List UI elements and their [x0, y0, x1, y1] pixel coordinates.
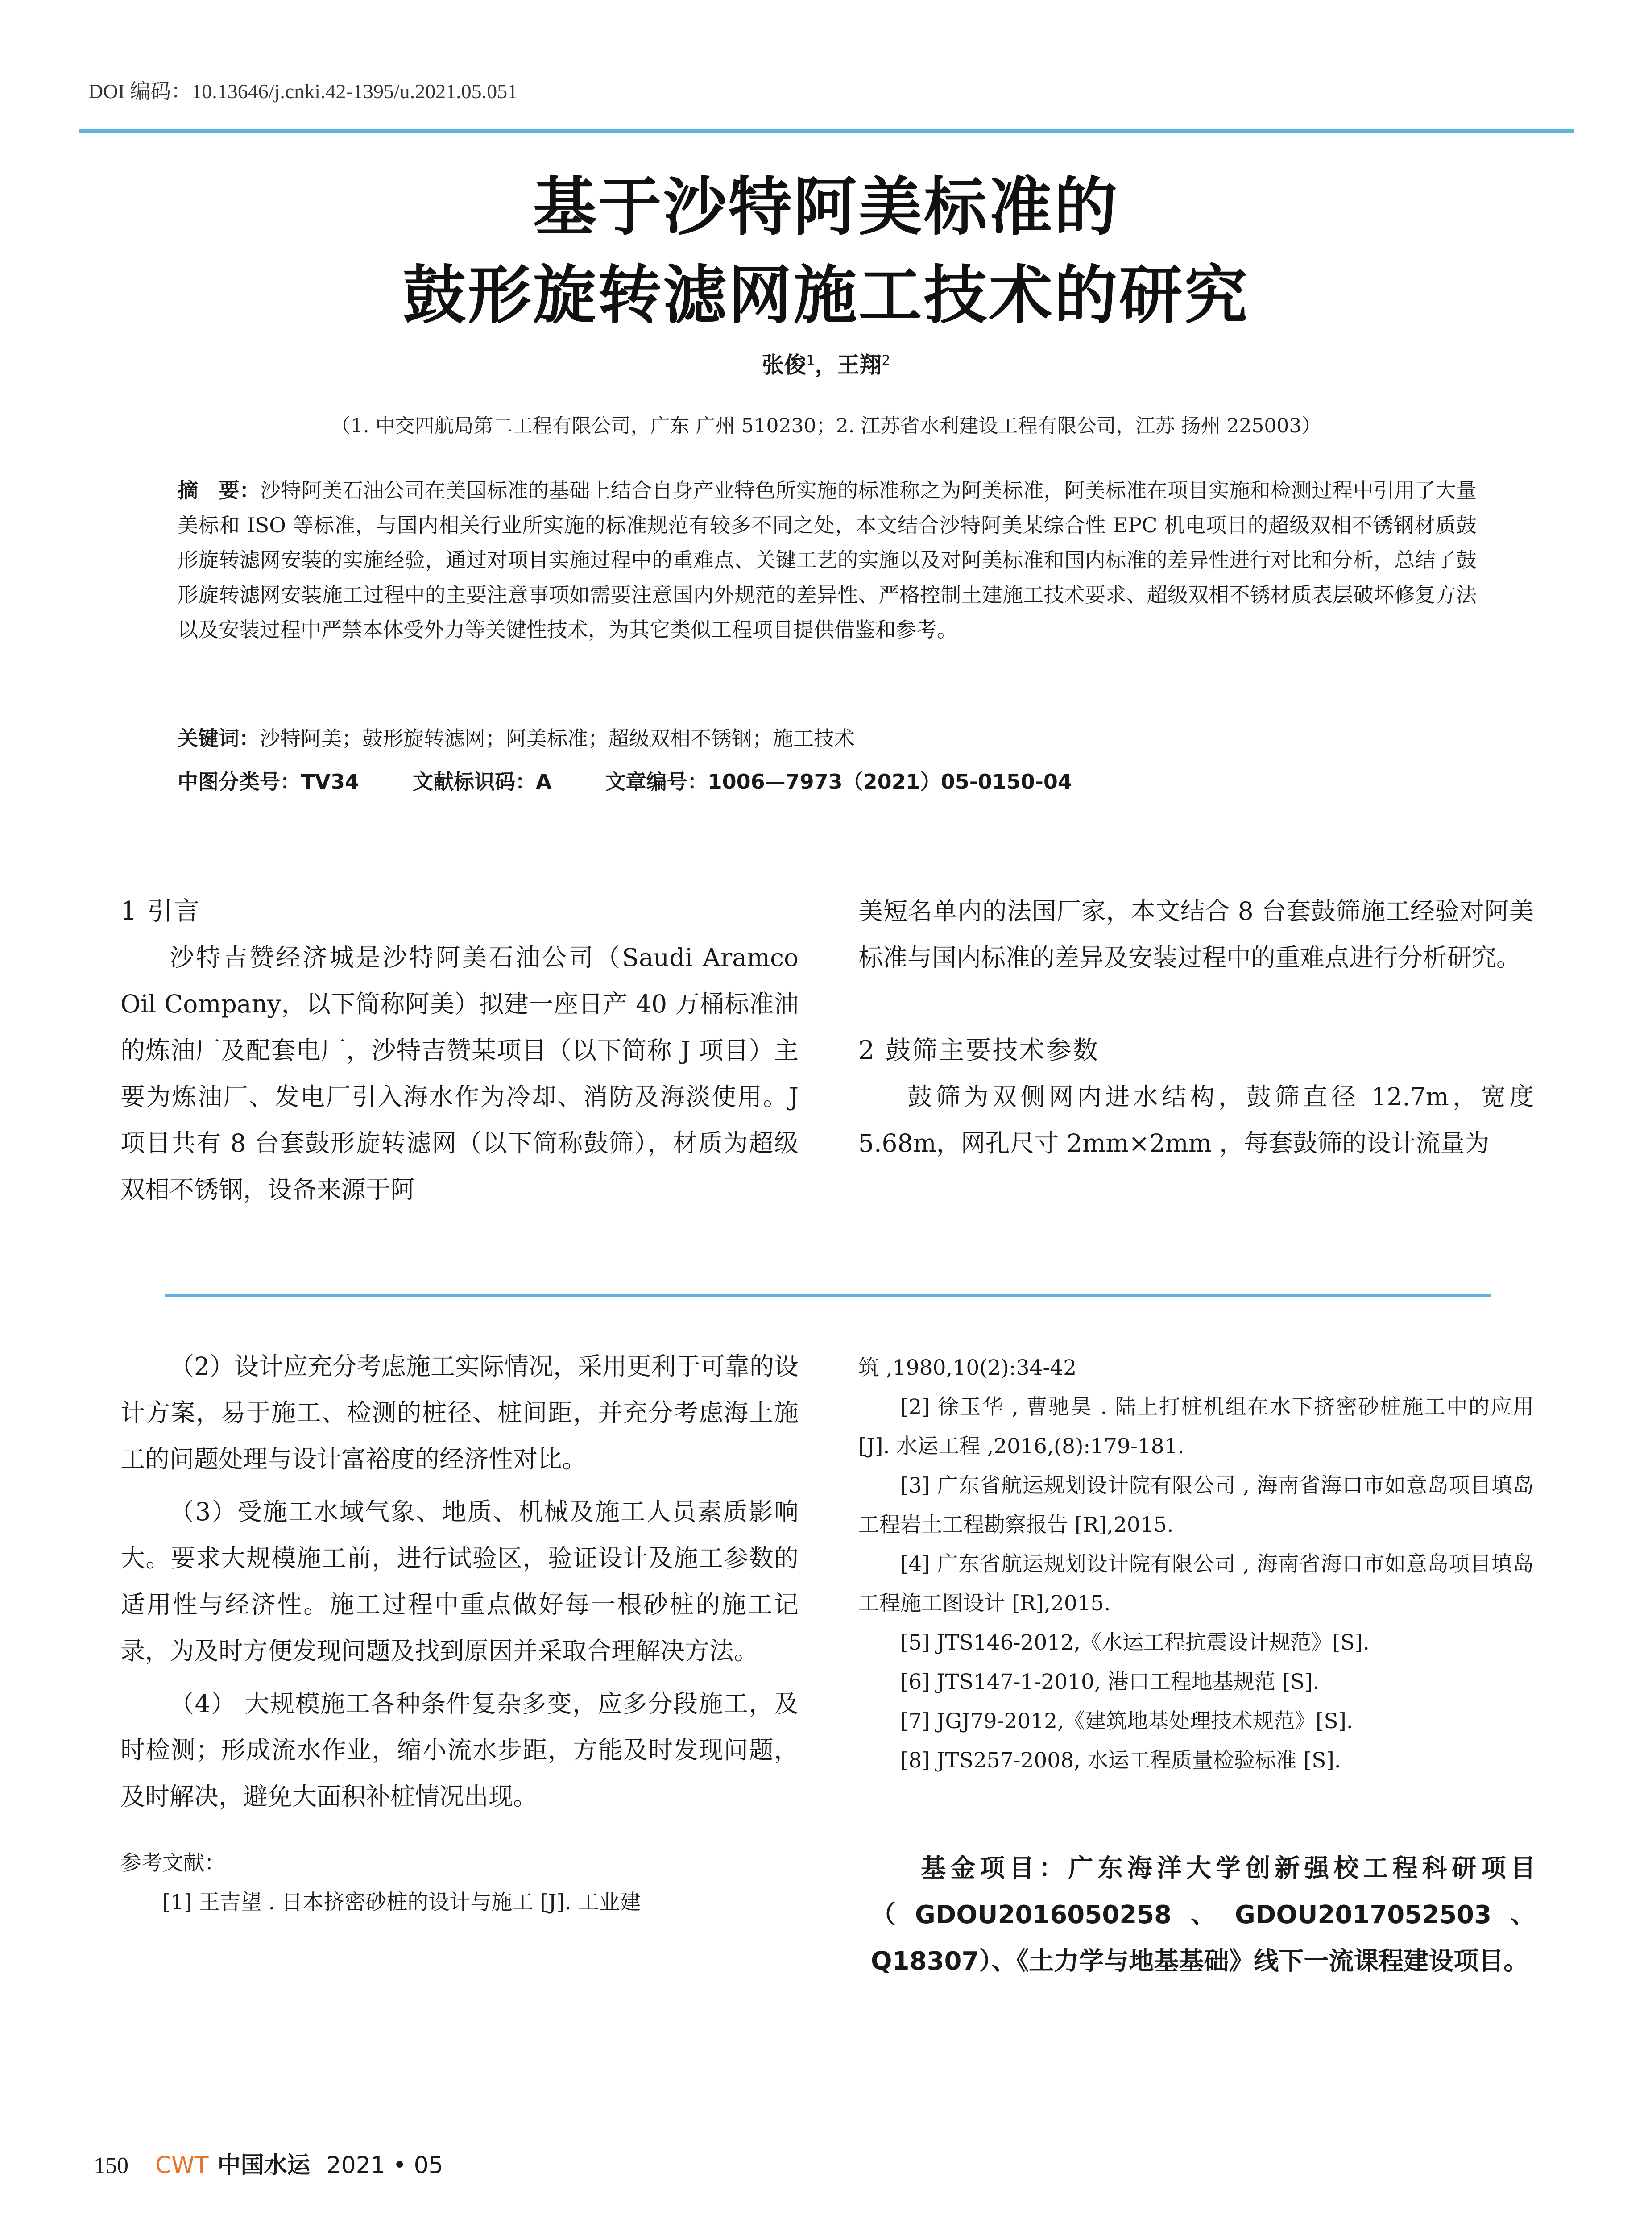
- middle-rule: [165, 1294, 1491, 1297]
- affiliation: （1. 中交四航局第二工程有限公司，广东 广州 510230；2. 江苏省水利建设工程有限公司，江苏 扬州 225003）: [331, 415, 1321, 437]
- journal-issue: 2021 • 05: [326, 2152, 443, 2179]
- author-2: 王翔: [837, 352, 882, 378]
- title-line-1: 基于沙特阿美标准的: [533, 170, 1119, 244]
- journal-logo: CWT: [155, 2152, 209, 2179]
- classification-line: [178, 766, 1477, 795]
- author-sep: ，: [815, 352, 837, 378]
- reference-7: [7] JGJ79-2012,《建筑地基处理技术规范》[S].: [900, 1709, 1353, 1733]
- author-1-sup: 1: [806, 352, 815, 369]
- page-number: 150: [94, 2153, 128, 2178]
- paragraph-point-2: （2）设计应充分考虑施工实际情况，采用更利于可靠的设计方案，易于施工、检测的桩径、桩间距，并充分考虑海上施工的问题处理与设计富裕度的经济性对比。: [120, 1352, 799, 1473]
- funding-note: 基金项目：广东海洋大学创新强校工程科研项目（GDOU2016050258、GDOU2017052503、Q18307）、《土力学与地基基础》线下一流课程建设项目。: [871, 1854, 1536, 1976]
- keywords-label: 关键词：: [178, 726, 260, 751]
- reference-1-cont: 筑 ,1980,10(2):34-42: [858, 1356, 1077, 1380]
- left-column-bottom: [120, 1343, 799, 1922]
- abstract: [178, 473, 1477, 647]
- references-title: 参考文献：: [120, 1851, 225, 1875]
- keywords-text: 沙特阿美；鼓形旋转滤网；阿美标准；超级双相不锈钢；施工技术: [260, 726, 855, 751]
- paragraph-intro: 沙特吉赞经济城是沙特阿美石油公司（Saudi Aramco Oil Company，以下简称阿美）拟建一座日产 40 万桶标准油的炼油厂及配套电厂，沙特吉赞某项目（以下简称 J 项目）主要为炼油厂、发电厂引入海水作为冷却、消防及海淡使用。J 项目共有 8 台套鼓形旋转滤网（以下简称鼓筛），材质为超级双相不锈钢，设备来源于阿: [120, 943, 799, 1204]
- reference-5: [5] JTS146-2012,《水运工程抗震设计规范》[S].: [900, 1630, 1370, 1655]
- authors: [0, 347, 1652, 379]
- paragraph-point-4: （4） 大规模施工各种条件复杂多变，应多分段施工，及时检测；形成流水作业，缩小流水步距，方能及时发现问题，及时解决，避免大面积补桩情况出现。: [120, 1689, 799, 1811]
- abstract-text: 沙特阿美石油公司在美国标准的基础上结合自身产业特色所实施的标准称之为阿美标准，阿美标准在项目实施和检测过程中引用了大量美标和 ISO 等标准，与国内相关行业所实施的标准规范有较多不同之处，本文结合沙特阿美某综合性 EPC 机电项目的超级双相不锈钢材质鼓形旋转滤网安装的实施经验，通过对项目实施过程中的重难点、关键工艺的实施以及对阿美标准和国内标准的差异性进行对比和分析，总结了鼓形旋转滤网安装施工过程中的主要注意事项如需要注意国内外规范的差异性、严格控制土建施工技术要求、超级双相不锈材质表层破坏修复方法以及安装过程中严禁本体受外力等关键性技术，为其它类似工程项目提供借鉴和参考。: [178, 478, 1477, 642]
- doi-line: DOI 编码：10.13646/j.cnki.42-1395/u.2021.05.051: [88, 80, 518, 103]
- title-line-2: 鼓形旋转滤网施工技术的研究: [402, 259, 1250, 332]
- reference-1: [1] 王吉望 . 日本挤密砂桩的设计与施工 [J]. 工业建: [162, 1890, 641, 1915]
- references-left: [120, 1844, 799, 1922]
- paragraph-intro-cont: 美短名单内的法国厂家，本文结合 8 台套鼓筛施工经验对阿美标准与国内标准的差异及安装过程中的重难点进行分析研究。: [858, 897, 1534, 972]
- reference-3: [3] 广东省航运规划设计院有限公司 , 海南省海口市如意岛项目填岛工程岩土工程勘察报告 [R],2015.: [858, 1473, 1534, 1537]
- journal-name: 中国水运: [217, 2152, 311, 2179]
- clc-number: 中图分类号：TV34: [178, 770, 359, 794]
- section-heading-2: 2 鼓筛主要技术参数: [858, 1036, 1100, 1065]
- paragraph-point-3: （3）受施工水域气象、地质、机械及施工人员素质影响大。要求大规模施工前，进行试验区，验证设计及施工参数的适用性与经济性。施工过程中重点做好每一根砂桩的施工记录，为及时方便发现问题及找到原因并采取合理解决方法。: [120, 1497, 799, 1665]
- left-column-top: [120, 888, 799, 1213]
- top-rule: [79, 129, 1574, 133]
- references-right: [858, 1348, 1534, 1780]
- author-1: 张俊: [762, 352, 807, 378]
- paragraph-params: 鼓筛为双侧网内进水结构，鼓筛直径 12.7m，宽度 5.68m，网孔尺寸 2mm×2mm ，每套鼓筛的设计流量为: [858, 1082, 1534, 1157]
- right-column-top: [858, 888, 1534, 1166]
- doc-code: 文献标识码：A: [413, 770, 552, 794]
- page-footer: [94, 2146, 443, 2180]
- keywords: [178, 723, 1477, 754]
- reference-4: [4] 广东省航运规划设计院有限公司 , 海南省海口市如意岛项目填岛工程施工图设计 [R],2015.: [858, 1552, 1534, 1616]
- reference-6: [6] JTS147-1-2010, 港口工程地基规范 [S].: [900, 1670, 1320, 1694]
- abstract-label: 摘 要：: [178, 478, 260, 502]
- reference-2: [2] 徐玉华 , 曹驰昊 . 陆上打桩机组在水下挤密砂桩施工中的应用 [J]. 水运工程 ,2016,(8):179-181.: [858, 1395, 1534, 1459]
- section-heading-1: 1 引言: [120, 896, 201, 926]
- article-number: 文章编号：1006—7973（2021）05-0150-04: [605, 770, 1072, 794]
- author-2-sup: 2: [882, 352, 890, 369]
- reference-8: [8] JTS257-2008, 水运工程质量检验标准 [S].: [900, 1748, 1341, 1773]
